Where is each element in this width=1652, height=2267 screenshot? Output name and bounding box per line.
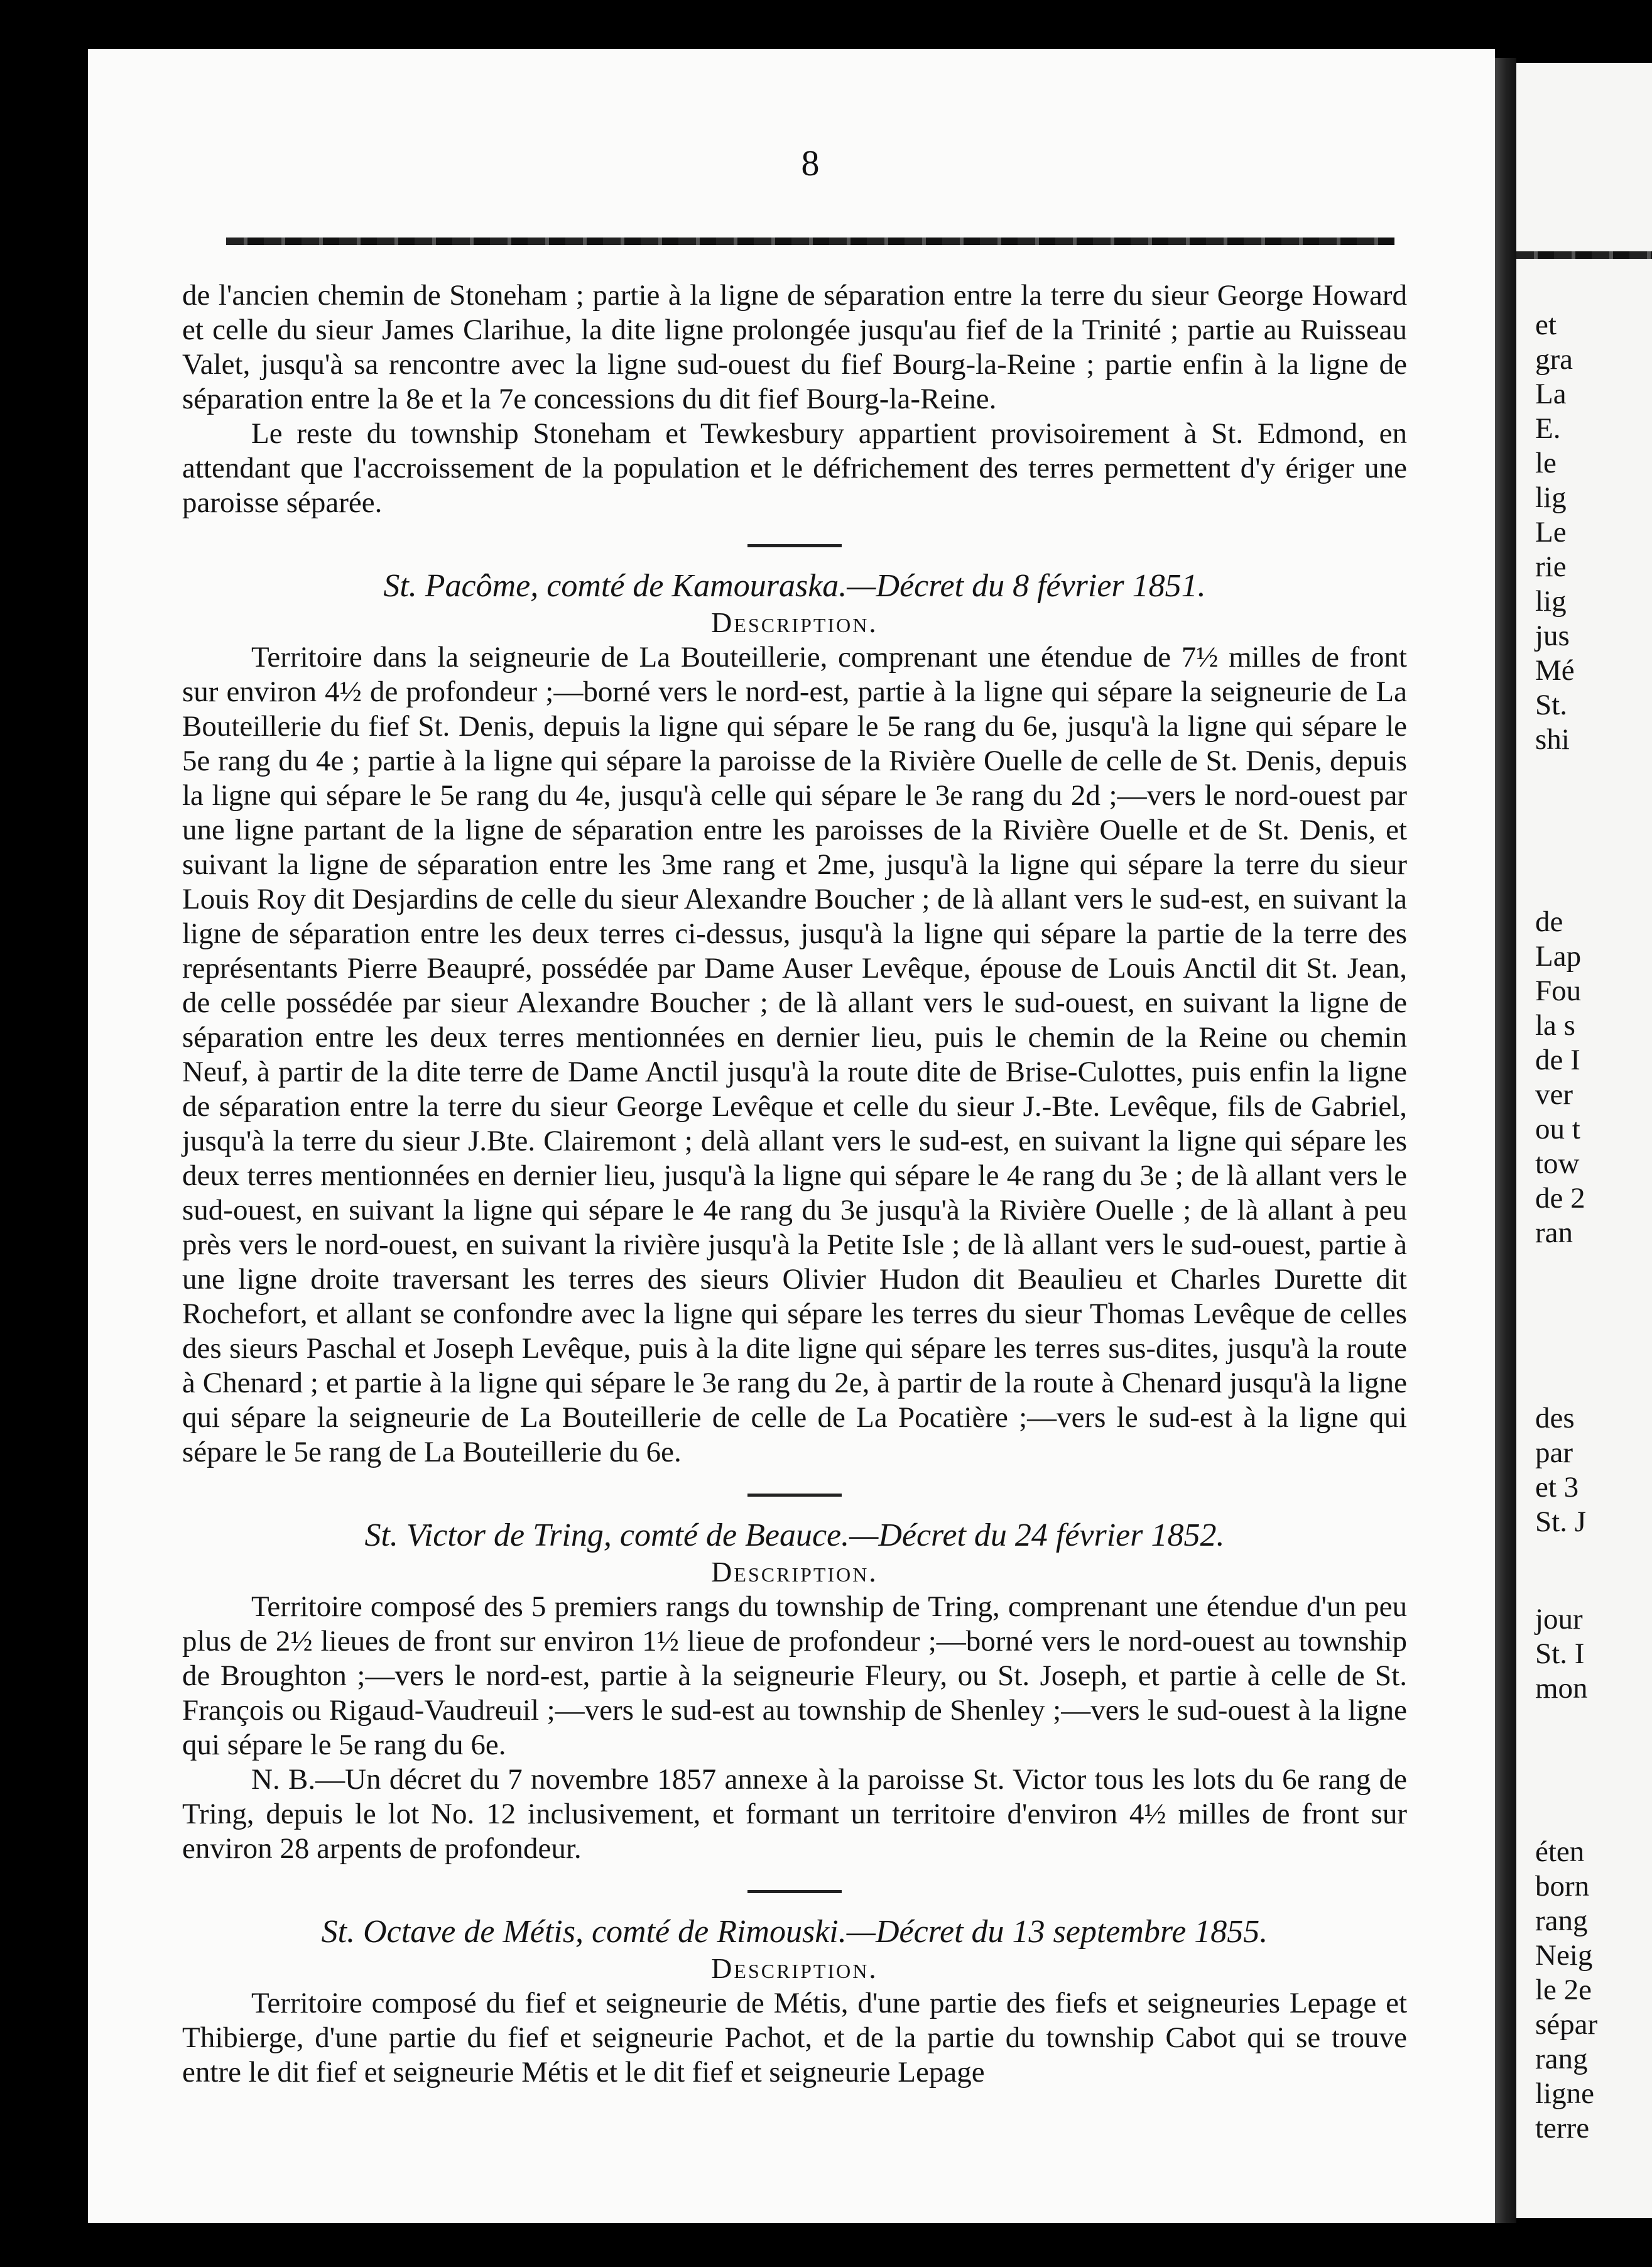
fragment-text: shi: [1535, 723, 1570, 756]
fragment-text: ou t: [1535, 1113, 1580, 1145]
fragment-text: St. I: [1535, 1637, 1585, 1670]
fragment-text: Mé: [1535, 654, 1575, 687]
fragment-text: Fou: [1535, 975, 1582, 1007]
fragment-text: et: [1535, 309, 1557, 341]
header-rule: [226, 238, 1394, 245]
page-number: 8: [801, 143, 820, 183]
page-content: [182, 278, 1407, 2090]
fragment-text: Lap: [1535, 940, 1582, 973]
fragment-text: jus: [1535, 620, 1570, 652]
intro-paragraph: Le reste du township Stoneham et Tewkesbury appartient provisoirement à St. Edmond, en attendant que l'accroissement de la population et le défrichement des terres permettent d'y ériger une paroisse séparée.: [182, 417, 1407, 519]
fragment-text: éten: [1535, 1835, 1585, 1868]
book-gutter: [1495, 58, 1516, 2223]
nota-bene-paragraph: N. B.—Un décret du 7 novembre 1857 annexe à la paroisse St. Victor tous les lots du 6e rang de Tring, depuis le lot No. 12 inclusivement, et formant un territoire d'environ 4½ milles de front sur environ 28 arpents de profondeur.: [182, 1763, 1407, 1865]
section-divider: [747, 1494, 842, 1497]
fragment-text: ran: [1535, 1216, 1573, 1249]
fragment-text: born: [1535, 1870, 1590, 1903]
fragment-text: de: [1535, 905, 1563, 938]
fragment-text: le 2e: [1535, 1974, 1592, 2006]
fragment-text: ligne: [1535, 2077, 1594, 2110]
fragment-text: ver: [1535, 1078, 1573, 1111]
description-heading: Description.: [711, 1556, 878, 1588]
fragment-text: et 3: [1535, 1471, 1579, 1504]
entry-title-st-victor-de-tring: St. Victor de Tring, comté de Beauce.—Décret du 24 février 1852.: [364, 1517, 1225, 1553]
fragment-text: par: [1535, 1436, 1573, 1469]
fragment-text: rang: [1535, 2043, 1588, 2075]
entry-paragraph: Territoire dans la seigneurie de La Bouteillerie, comprenant une étendue de 7½ milles de front sur environ 4½ de profondeur ;—borné vers le nord-est, partie à la ligne qui sépare la seigneurie de La Bouteillerie du fief St. Denis, depuis la ligne qui sépare le 5e rang du 6e, jusqu'à la ligne qui sépare le 5e rang du 4e ; partie à la ligne qui sépare la paroisse de la Rivière Ouelle de celle de St. Denis, depuis la ligne qui sépare le 5e rang du 4e, jusqu'à celle qui sépare le 3e rang du 2d ;—vers le nord-ouest par une ligne partant de la ligne de séparation entre les paroisses de la Rivière Ouelle et de St. Denis, et suivant la ligne de séparation entre les 3me rang et 2me, jusqu'à la ligne qui sépare la terre du sieur Louis Roy dit Desjardins de celle du sieur Alexandre Boucher ; de là allant vers le sud-est, en suivant la ligne de séparation entre les deux terres ci-dessus, jusqu'à la ligne qui sépare la partie de la terre des représentants Pierre Beaupré, possédée par Dame Auser Levêque, épouse de Louis Anctil dit St. Jean, de celle possédée par sieur Alexandre Boucher ; de là allant vers le sud-ouest, en suivant la ligne de séparation entre les deux terres mentionnées en dernier lieu, puis le chemin de la Reine ou chemin Neuf, à partir de la dite terre de Dame Anctil jusqu'à la route dite de Brise-Culottes, puis enfin la ligne de séparation entre la terre du sieur George Levêque et celle du sieur J.-Bte. Levêque, fils de Gabriel, jusqu'à la terre du sieur J.Bte. Clairemont ; delà allant vers le sud-est, en suivant la ligne qui sépare les deux terres mentionnées en dernier lieu, jusqu'à la ligne qui sépare le 4e rang du 3e ; de là allant vers le sud-ouest, en suivant la ligne qui sépare le 4e rang du 3e jusqu'à la Rivière Ouelle ; de là allant à peu près vers le nord-ouest, en suivant la rivière jusqu'à la Petite Isle ; de là allant vers le sud-ouest, partie à une ligne droite traversant les terres des sieurs Olivier Hudon dit Beaulieu et Charles Durette dit Rochefort, et allant se confondre avec la ligne qui sépare les terres du sieur Thomas Levêque de celles des sieurs Paschal et Joseph Levêque, puis à la dite ligne qui sépare les terres sus-dites, jusqu'à la route à Chenard ; et partie à la ligne qui sépare le 3e rang du 2e, à partir de la route à Chenard jusqu'à la ligne qui sépare la seigneurie de La Bouteillerie de celle de La Pocatière ;—vers le sud-est à la ligne qui sépare le 5e rang de La Bouteillerie du 6e.: [182, 641, 1407, 1468]
section-divider: [747, 1890, 842, 1893]
description-heading: Description.: [711, 606, 878, 638]
fragment-text: St. J: [1535, 1505, 1586, 1538]
fragment-text: La: [1535, 378, 1567, 410]
section-divider: [747, 544, 842, 547]
fragment-text: jour: [1535, 1603, 1583, 1636]
fragment-text: de I: [1535, 1044, 1580, 1076]
fragment-text: Le: [1535, 516, 1567, 549]
fragment-text: Neig: [1535, 1939, 1593, 1972]
fragment-text: le: [1535, 447, 1557, 479]
adjacent-page-fragment: [1516, 63, 1652, 2218]
fragment-text: gra: [1535, 343, 1573, 376]
fragment-text: mon: [1535, 1672, 1588, 1705]
fragment-text: de 2: [1535, 1182, 1585, 1215]
fragment-text: sépar: [1535, 2008, 1598, 2041]
description-heading: Description.: [711, 1952, 878, 1984]
fragment-text: terre: [1535, 2112, 1590, 2144]
fragment-text: la s: [1535, 1009, 1575, 1042]
intro-paragraph: de l'ancien chemin de Stoneham ; partie à la ligne de séparation entre la terre du sieur George Howard et celle du sieur James Clarihue, la dite ligne prolongée jusqu'au fief de la Trinité ; partie au Ruisseau Valet, jusqu'à sa rencontre avec la ligne sud-ouest du fief Bourg-la-Reine ; partie enfin à la ligne de séparation entre la 8e et la 7e concessions du dit fief Bourg-la-Reine.: [182, 279, 1407, 415]
fragment-text: des: [1535, 1402, 1575, 1434]
entry-paragraph: Territoire composé des 5 premiers rangs du township de Tring, comprenant une étendue d'un peu plus de 2½ lieues de front sur environ 1½ lieue de profondeur ;—borné vers le nord-ouest au township de Broughton ;—vers le nord-est, partie à la seigneurie Fleury, ou St. Joseph, et partie à celle de St. François ou Rigaud-Vaudreuil ;—vers le sud-est au township de Shenley ;—vers le sud-ouest à la ligne qui sépare le 5e rang du 6e.: [182, 1590, 1407, 1761]
entry-paragraph: Territoire composé du fief et seigneurie de Métis, d'une partie des fiefs et seigneuries Lepage et Thibierge, d'une partie du fief et seigneurie Pachot, et de la partie du township Cabot qui se trouve entre le dit fief et seigneurie Métis et le dit fief et seigneurie Lepage: [182, 1987, 1407, 2089]
header-rule: [1516, 251, 1652, 259]
fragment-text: St.: [1535, 689, 1567, 721]
fragment-text: E.: [1535, 412, 1561, 445]
entry-title-st-pacome: St. Pacôme, comté de Kamouraska.—Décret du 8 février 1851.: [383, 568, 1206, 604]
fragment-text: rie: [1535, 550, 1567, 583]
entry-title-st-octave-de-metis: St. Octave de Métis, comté de Rimouski.—Décret du 13 septembre 1855.: [321, 1914, 1268, 1950]
fragment-text: rang: [1535, 1904, 1588, 1937]
fragment-text: lig: [1535, 585, 1567, 618]
document-page: [88, 49, 1495, 2223]
fragment-text: lig: [1535, 481, 1567, 514]
fragment-text: tow: [1535, 1147, 1580, 1180]
